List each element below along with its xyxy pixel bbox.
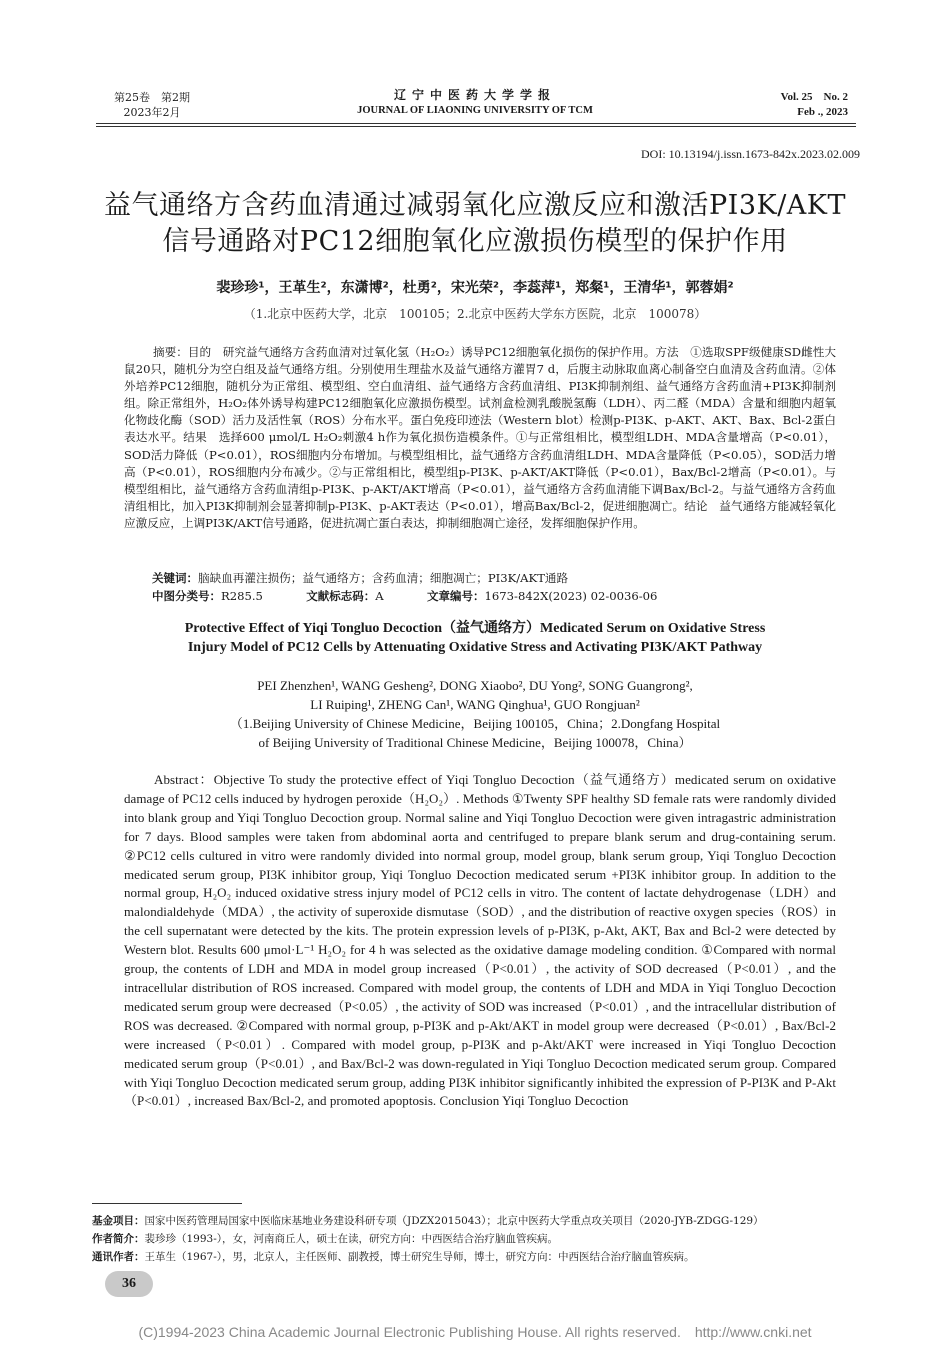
author-info-note [92,1232,872,1247]
authors-en [150,676,800,714]
abstract-en: Abstract：Objective To study the protective effect of Yiqi Tongluo Decoction（益气通络方）medicated serum on oxidative damage of PC12 cells induced by hydrogen peroxide（H₂O₂）. Methods ①Twenty SPF healthy SD female rats were randomly divided into blank group and Yiqi Tongluo Decoction group. Normal saline and Yiqi Tongluo Decoction were given intragastric administration for 7 days. Blood samples were taken from abdominal aorta and centrifuged to prepare blank serum and drug-containing serum. ②PC12 cells cultured in vitro were randomly divided into normal group, model group, blank serum group, Yiqi Tongluo Decoction medicated serum group, PI3K inhibitor group, Yiqi Tongluo Decoction medicated serum +PI3K inhibitor group. In addition to the normal group, H₂O₂ induced oxidative stress injury model of PC12 cells in vitro. The content of lactate dehydrogenase（LDH）and malondialdehyde（MDA）, the activity of superoxide dismutase（SOD）, and the distribution of reactive oxygen species（ROS）in the cell supernatant were detected by the kits. The protein expression levels of p-PI3K, p-Akt, AKT, Bax and Bcl-2 were detected by Western blot. Results 600 μmol·L⁻¹ H₂O₂ for 4 h was selected as the oxidative damage modeling condition. ①Compared with normal group, the contents of LDH and MDA in model group increased（P<0.01）, the activity of SOD decreased（P<0.01）, and the intracellular distribution of ROS increased. Compared with model group, the contents of LDH and MDA in Yiqi Tongluo Decoction medicated serum group were decreased（P<0.05）, the activity of SOD was increased（P<0.01）, and the intracellular distribution of ROS was decreased. ②Compared with normal group, p-PI3K and p-Akt/AKT in model group were decreased（P<0.01）, Bax/Bcl-2 were increased（P<0.01）. Compared with model group, p-PI3K and p-Akt/AKT were increased in Yiqi Tongluo Decoction medicated serum group（P<0.01）, and Bax/Bcl-2 was down-regulated in Yiqi Tongluo Decoction medicated serum group. Compared with Yiqi Tongluo Decoction medicated serum group, adding PI3K inhibitor significantly inhibited the expression of P-PI3K and P-Akt（P<0.01）, increased Bax/Bcl-2, and promoted apoptosis. Conclusion Yiqi Tongluo Decoction [124,772,836,1109]
title-line-2: 信号通路对PC12细胞氧化应激损伤模型的保护作用 [162,226,788,257]
journal-name-cn: 辽宁中医药大学学报 [393,88,556,102]
keywords-label: 关键词： [152,571,198,585]
date-en: Feb ., 2023 [797,106,848,118]
keywords-cn [152,570,568,587]
classification-line [152,588,852,605]
en-title-line-1: Protective Effect of Yiqi Tongluo Decoction（益气通络方）Medicated Serum on Oxidative Stress [184,621,766,636]
fund-text: 国家中医药管理局国家中医临床基地业务建设科研专项（JDZX2015043）；北京中医药大学重点攻关项目（2020-JYB-ZDGG-129） [144,1215,764,1227]
article-no-label: 文章编号： [427,589,485,603]
author-info-text: 裴珍珍（1993-），女，河南商丘人，硕士在读，研究方向：中西医结合治疗脑血管疾病。 [144,1233,559,1245]
header-rule [96,123,856,124]
title-line-1: 益气通络方含药血清通过减弱氧化应激反应和激活PI3K/AKT [104,190,846,221]
affiliations-cn: （1.北京中医药大学，北京 100105；2.北京中医药大学东方医院，北京 100078） [243,307,707,321]
header-rule-2 [96,126,856,127]
volume-en: Vol. 25 No. 2 [780,91,848,103]
authors-cn: 裴珍珍¹，王革生²，东潇博²，杜勇²，宋光荣²，李蕊萍¹，郑粲¹，王清华¹，郭蓉娟² [216,280,734,296]
affiliations-en [120,714,830,752]
doi[interactable]: DOI: 10.13194/j.issn.1673-842x.2023.02.009 [641,147,860,161]
fund-label: 基金项目： [92,1215,145,1227]
doc-code-label: 文献标志码： [306,589,376,603]
corr-label: 通讯作者： [92,1251,145,1263]
author-info-label: 作者简介： [92,1233,145,1245]
clc-value: R285.5 [221,589,263,603]
issue-info-en [770,90,848,120]
en-title-line-2: Injury Model of PC12 Cells by Attenuating Oxidative Stress and Activating PI3K/AKT Pathway [187,640,763,655]
issue-info-cn [104,90,200,120]
journal-name-en: JOURNAL OF LIAONING UNIVERSITY OF TCM [357,105,593,116]
journal-name [300,88,650,118]
en-affil-line-1: （1.Beijing University of Chinese Medicine，Beijing 100105，China；2.Dongfang Hospital [229,716,721,731]
corr-text: 王革生（1967-），男，北京人，主任医师、副教授，博士研究生导师，博士，研究方向：中西医结合治疗脑血管疾病。 [144,1251,695,1263]
doc-code-value: A [375,589,384,603]
corresponding-author-note [92,1250,872,1265]
page-number: 36 [105,1271,153,1297]
clc-label: 中图分类号： [152,589,221,603]
date-cn: 2023年2月 [123,106,181,119]
abstract-cn: 摘要：目的 研究益气通络方含药血清对过氧化氢（H₂O₂）诱导PC12细胞氧化损伤的保护作用。方法 ①选取SPF级健康SD雌性大鼠20只，随机分为空白组及益气通络方组。分别使用生理盐水及益气通络方灌胃7 d，后腹主动脉取血离心制备空白血清及含药血清。②体外培养PC12细胞，随机分为正常组、模型组、空白血清组、益气通络方含药血清组、PI3K抑制剂组、益气通络方含药血清+PI3K抑制剂组。除正常组外，H₂O₂体外诱导构建PC12细胞氧化应激损伤模型。试剂盒检测乳酸脱氢酶（LDH）、丙二醛（MDA）含量和细胞内超氧化物歧化酶（SOD）活力及活性氧（ROS）分布水平。蛋白免疫印迹法（Western blot）检测p-PI3K、p-AKT、AKT、Bax、Bcl-2蛋白表达水平。结果 选择600 μmol/L H₂O₂刺激4 h作为氧化损伤造模条件。①与正常组相比，模型组LDH、MDA含量增高（P<0.01），SOD活力降低（P<0.01），ROS细胞内分布增加。与模型组相比，益气通络方含药血清组LDH、MDA含量降低（P<0.05），SOD活力增高（P<0.01），ROS细胞内分布减少。②与正常组相比，模型组p-PI3K、p-AKT/AKT降低（P<0.01），Bax/Bcl-2增高（P<0.01）。与模型组相比，益气通络方含药血清组p-PI3K、p-AKT/AKT增高（P<0.01），益气通络方含药血清能下调Bax/Bcl-2。与益气通络方含药血清组相比，加入PI3K抑制剂会显著抑制p-PI3K、p-AKT表达（P<0.01），增高Bax/Bcl-2，促进细胞凋亡。结论 益气通络方能减轻氧化应激反应，上调PI3K/AKT信号通路，促进抗凋亡蛋白表达，抑制细胞凋亡途径，发挥细胞保护作用。 [124,345,836,530]
en-authors-line-1: PEI Zhenzhen¹, WANG Gesheng², DONG Xiaobo², DU Yong², SONG Guangrong², [257,678,693,693]
article-title-cn [60,188,890,260]
volume-cn: 第25卷 第2期 [114,91,190,104]
keywords-text: 脑缺血再灌注损伤；益气通络方；含药血清；细胞凋亡；PI3K/AKT通路 [198,571,569,585]
footnote-rule [92,1203,242,1204]
en-authors-line-2: LI Ruiping¹, ZHENG Can¹, WANG Qinghua¹, GUO Rongjuan² [310,697,640,712]
en-affil-line-2: of Beijing University of Traditional Chinese Medicine，Beijing 100078，China） [258,735,692,750]
copyright-notice: (C)1994-2023 China Academic Journal Electronic Publishing House. All rights reserved. http://www.cnki.net [138,1324,812,1340]
fund-note [92,1214,872,1229]
article-title-en [100,619,850,657]
article-no-value: 1673-842X(2023) 02-0036-06 [484,589,658,603]
